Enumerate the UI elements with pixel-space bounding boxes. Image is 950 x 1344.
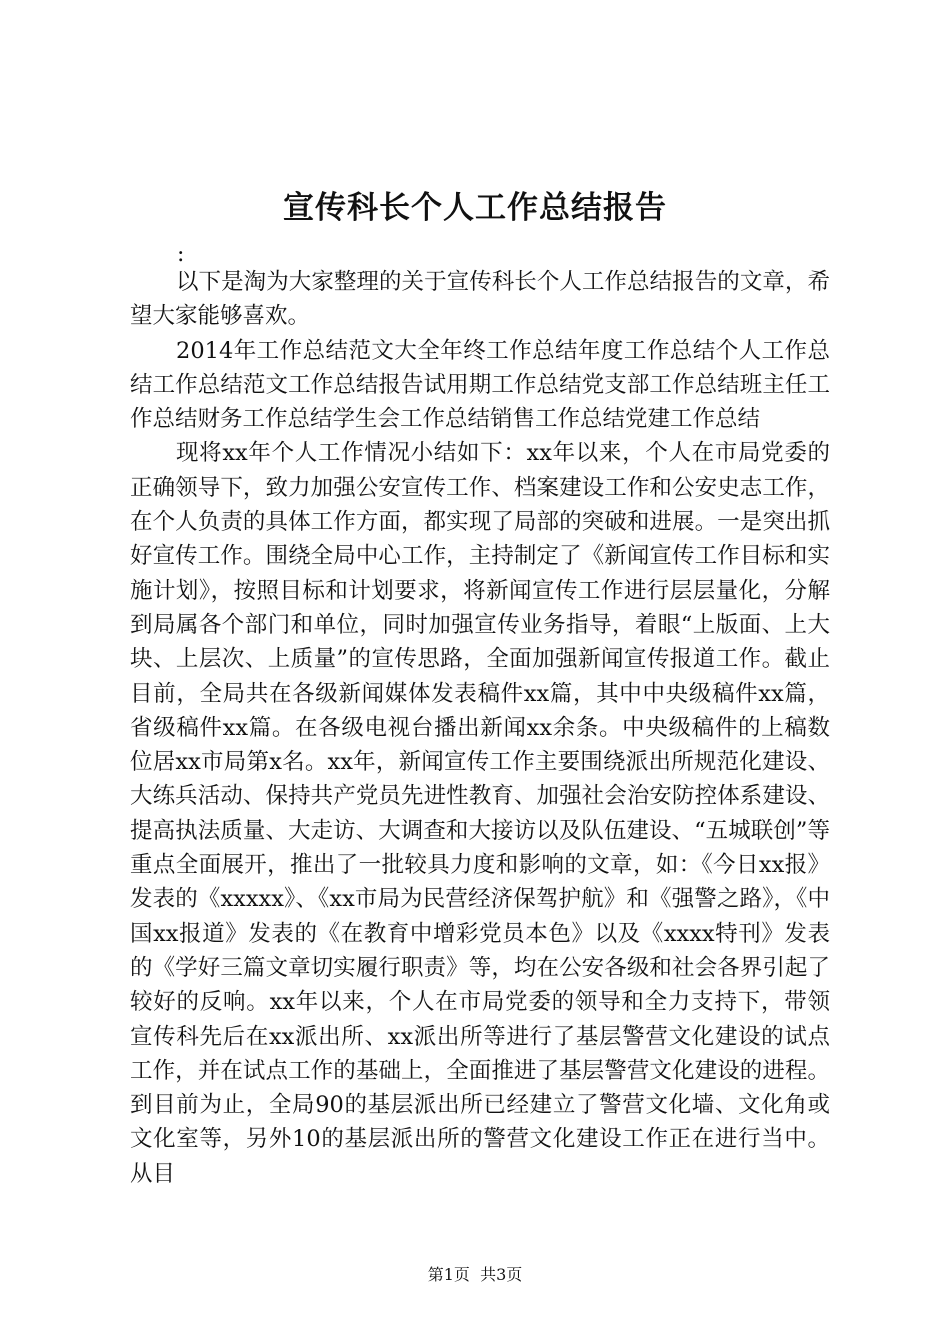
document-title: 宣传科长个人工作总结报告 (283, 190, 667, 226)
paragraph-main: 现将xx年个人工作情况小结如下：xx年以来，个人在市局党委的正确领导下，致力加强公安宣传工作、档案建设工作和公安史志工作，在个人负责的具体工作方面，都实现了局部的突破和进展。一是突出抓好宣传工作。围绕全局中心工作，主持制定了《新闻宣传工作目标和实施计划》，按照目标和计划要求，将新闻宣传工作进行层层量化，分解到局属各个部门和单位，同时加强宣传业务指导，着眼“上版面、上大块、上层次、上质量”的宣传思路，全面加强新闻宣传报道工作。截止目前，全局共在各级新闻媒体发表稿件xx篇，其中中央级稿件xx篇，省级稿件xx篇。在各级电视台播出新闻xx余条。中央级稿件的上稿数位居xx市局第x名。xx年，新闻宣传工作主要围绕派出所规范化建设、大练兵活动、保持共产党员先进性教育、加强社会治安防控体系建设、提高执法质量、大走访、大调查和大接访以及队伍建设、“五城联创”等重点全面展开，推出了一批较具力度和影响的文章，如：《今日xx报》发表的《xxxxx》、《xx市局为民营经济保驾护航》和《强警之路》，《中国xx报道》发表的《在教育中增彩党员本色》以及《xxxx特刊》发表的《学好三篇文章切实履行职责》等，均在公安各级和社会各界引起了较好的反响。xx年以来，个人在市局党委的领导和全力支持下，带领宣传科先后在xx派出所、xx派出所等进行了基层警营文化建设的试点工作，并在试点工作的基础上，全面推进了基层警营文化建设的进程。到目前为止，全局90的基层派出所已经建立了警营文化墙、文化角或文化室等，另外10的基层派出所的警营文化建设工作正在进行当中。从目 (130, 440, 830, 1187)
title-colon: : (177, 242, 185, 267)
page-number-label: 第1页 共3页 (427, 1265, 523, 1284)
document-body (130, 265, 830, 1191)
page-footer (0, 1264, 950, 1286)
paragraph-intro: 以下是淘为大家整理的关于宣传科长个人工作总结报告的文章，希望大家能够喜欢。 (130, 269, 830, 330)
paragraph-keywords: 2014年工作总结范文大全年终工作总结年度工作总结个人工作总结工作总结范文工作总结报告试用期工作总结党支部工作总结班主任工作总结财务工作总结学生会工作总结销售工作总结党建工作总结 (130, 337, 830, 433)
